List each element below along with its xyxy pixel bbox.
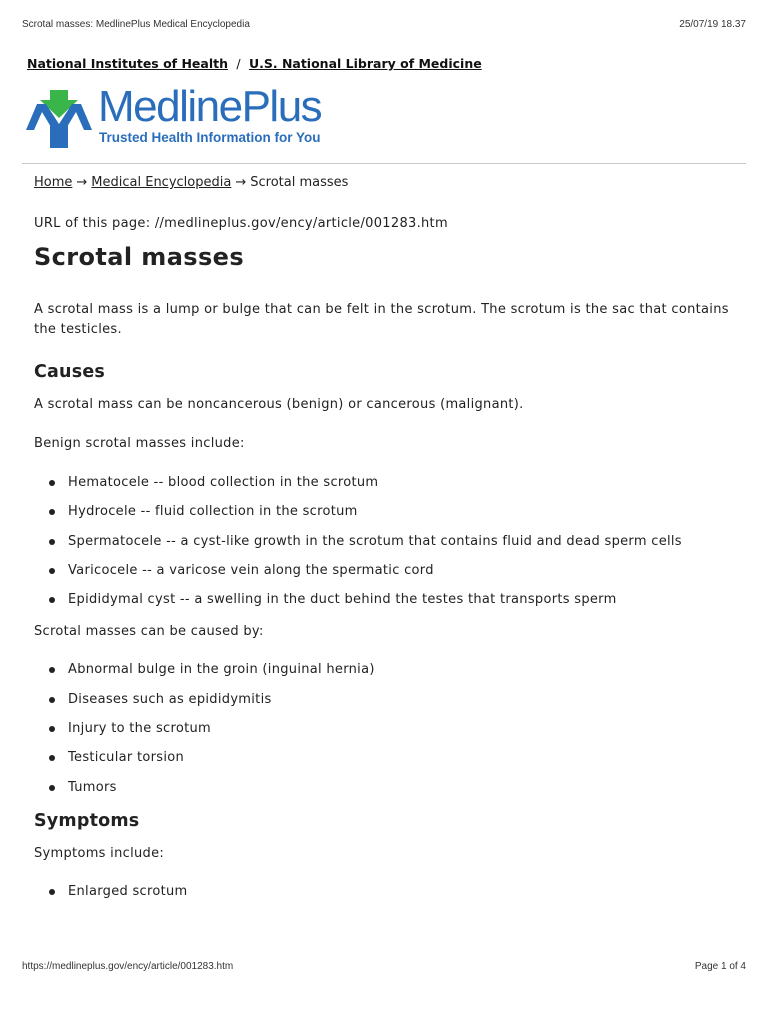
nlm-link[interactable]: U.S. National Library of Medicine: [248, 56, 482, 71]
benign-intro: Benign scrotal masses include:: [34, 436, 245, 451]
breadcrumb-arrow-icon: →: [235, 175, 247, 190]
nih-link[interactable]: National Institutes of Health: [27, 56, 228, 71]
list-item: Testicular torsion: [34, 749, 734, 778]
breadcrumb-encyclopedia-link[interactable]: Medical Encyclopedia: [91, 175, 232, 190]
causes-heading: Causes: [34, 362, 106, 382]
symptoms-paragraph: Symptoms include:: [34, 845, 165, 861]
print-page-title: Scrotal masses: MedlinePlus Medical Encyclopedia: [22, 19, 250, 30]
symptoms-heading: Symptoms: [34, 810, 140, 831]
list-item: Diseases such as epididymitis: [34, 691, 734, 720]
list-item: Enlarged scrotum: [34, 883, 734, 912]
causes-by-intro: Scrotal masses can be caused by:: [34, 624, 264, 640]
medlineplus-wordmark: MedlinePlus: [98, 82, 322, 131]
breadcrumb-arrow-icon: →: [76, 175, 88, 190]
list-item: Tumors: [34, 779, 734, 808]
list-item: Varicocele -- a varicose vein along the spermatic cord: [34, 562, 734, 591]
medlineplus-tagline: Trusted Health Information for You: [99, 130, 321, 145]
print-footer: [22, 961, 746, 975]
symptoms-list: [34, 883, 734, 912]
breadcrumb: [34, 174, 734, 192]
list-item: Hydrocele -- fluid collection in the scrotum: [34, 503, 734, 532]
page-title: Scrotal masses: [34, 243, 245, 271]
agency-links: [27, 56, 482, 71]
list-item: Abnormal bulge in the groin (inguinal hernia): [34, 661, 734, 690]
print-url: https://medlineplus.gov/ency/article/001283.htm: [22, 961, 234, 972]
breadcrumb-current: Scrotal masses: [250, 175, 349, 190]
header-divider: [22, 163, 746, 164]
medlineplus-logo[interactable]: [26, 82, 346, 152]
benign-masses-list: [34, 474, 734, 620]
page-url: URL of this page: //medlineplus.gov/ency/article/001283.htm: [34, 216, 448, 231]
list-item: Epididymal cyst -- a swelling in the duct behind the testes that transports sperm: [34, 591, 734, 620]
intro-paragraph: A scrotal mass is a lump or bulge that can be felt in the scrotum. The scrotum is the sac that contains the testicles.: [34, 302, 729, 337]
causes-paragraph: A scrotal mass can be noncancerous (benign) or cancerous (malignant).: [34, 397, 524, 412]
list-item: Hematocele -- blood collection in the scrotum: [34, 474, 734, 503]
list-item: Spermatocele -- a cyst-like growth in the scrotum that contains fluid and dead sperm cells: [34, 533, 734, 562]
agency-links-separator: /: [236, 56, 241, 71]
breadcrumb-home-link[interactable]: Home: [34, 175, 73, 190]
list-item: Injury to the scrotum: [34, 720, 734, 749]
print-page-number: Page 1 of 4: [694, 961, 746, 972]
article-content: [34, 174, 734, 912]
causes-list: [34, 661, 734, 807]
medlineplus-logo-icon: [26, 90, 92, 148]
print-header: [22, 19, 746, 33]
print-datetime: 25/07/19 18.37: [679, 19, 746, 30]
